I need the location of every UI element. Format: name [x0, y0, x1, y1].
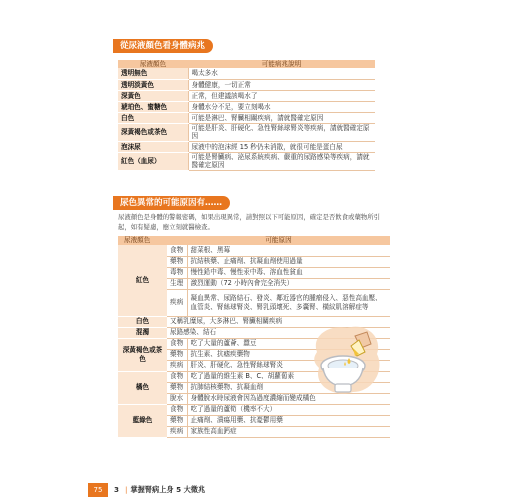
table-header-causes: 可能原因 [167, 236, 390, 245]
page-footer [88, 483, 205, 497]
color-description: 身體健康，一切正常 [188, 79, 375, 90]
cause-category: 疾病 [167, 289, 187, 316]
table-row [118, 79, 375, 90]
page-number: 75 [88, 483, 108, 497]
cause-category: 藥物 [167, 256, 187, 267]
urine-color-table [118, 60, 375, 171]
cause-description: 肝炎、肝硬化、急性腎絲球腎炎 [187, 360, 390, 371]
section-title-abnormal-causes: 尿色異常的可能原因有…… [113, 196, 230, 210]
table-row [118, 141, 375, 152]
intro-paragraph: 尿液顏色是身體的警報密碼，如果出現異常，請對照以下可能原因，確定是否飲食或藥物所引起，如有疑慮，應立刻就醫檢查。 [118, 213, 381, 231]
table-row [118, 404, 390, 415]
cause-description: 抗生素、抗瘧疾藥物 [187, 349, 390, 360]
table-row [118, 123, 375, 141]
chapter-number: 3 [114, 485, 120, 494]
table-row [118, 152, 375, 170]
table-header-color: 尿液顏色 [118, 236, 167, 245]
table-row [118, 90, 375, 101]
cause-description: 又稱乳糜尿，大多淋巴、腎臟相關疾病 [167, 316, 390, 327]
section-title-urine-color: 從尿液顏色看身體病兆 [113, 39, 213, 53]
cause-category: 生理 [167, 278, 187, 289]
color-label: 泡沫尿 [118, 141, 188, 152]
color-label: 深黃色 [118, 90, 188, 101]
cause-description: 吃了過量的蘆筍（機率不大） [187, 404, 390, 415]
cause-description: 抗肺結核藥物、抗凝血劑 [187, 382, 390, 393]
cause-description: 尿路感染、結石 [167, 327, 390, 338]
cause-category: 疾病 [167, 360, 187, 371]
table-row [118, 68, 375, 79]
cause-description: 身體脫水時尿液會因為過度濃縮而變成橘色 [187, 393, 390, 404]
color-label: 琥珀色、蜜糖色 [118, 101, 188, 112]
cause-category: 脫水 [167, 393, 187, 404]
cause-description: 凝血異常、尿路結石、發炎、鄰近器官的腫瘤侵入、惡性高血壓、血管炎、腎絲球腎炎、腎乳頭壞死、多囊腎、橫紋肌溶解症等 [187, 289, 390, 316]
cause-category: 藥物 [167, 415, 187, 426]
color-label: 透明無色 [118, 68, 188, 79]
cause-color-label-orange: 橘色 [118, 371, 167, 404]
cause-category: 食物 [167, 245, 187, 256]
color-label: 白色 [118, 112, 188, 123]
cause-category: 食物 [167, 371, 187, 382]
color-description: 正常，但建議該喝水了 [188, 90, 375, 101]
color-label: 深黃褐色或茶色 [118, 123, 188, 141]
toilet-urine-sample-icon [309, 322, 385, 398]
cause-color-label-brown: 深黃褐色或茶色 [118, 338, 167, 371]
cause-description: 家族性高血鈣症 [187, 426, 390, 437]
cause-description: 抗結核藥、止痛劑、抗凝血劑使用過量 [187, 256, 390, 267]
chapter-divider: | [125, 485, 128, 494]
table-header-color: 尿液顏色 [118, 60, 188, 68]
color-description: 身體水分不足，要立刻喝水 [188, 101, 375, 112]
color-label: 透明淡黃色 [118, 79, 188, 90]
table-row [118, 112, 375, 123]
color-description: 可能是淋巴、腎臟相關疾病，請就醫確定原因 [188, 112, 375, 123]
cause-category: 疾病 [167, 426, 187, 437]
cause-description: 吃了大量的蘆薈、蠶豆 [187, 338, 390, 349]
table-row [118, 101, 375, 112]
color-label: 紅色（血尿） [118, 152, 188, 170]
cause-category: 藥物 [167, 382, 187, 393]
cause-color-label-white: 白色 [118, 316, 167, 327]
color-description: 可能是腎臟病、泌尿系統疾病、嚴重的尿路感染等疾病，請就醫確定原因 [188, 152, 375, 170]
table-row [118, 245, 390, 256]
chapter-heading [114, 485, 205, 495]
color-description: 喝太多水 [188, 68, 375, 79]
chapter-title: 掌握腎病上身 5 大徵兆 [130, 485, 206, 494]
cause-color-label-red: 紅色 [118, 245, 167, 316]
cause-color-label-bluegreen: 藍綠色 [118, 404, 167, 437]
cause-description: 吃了過量的維生素 B、C、胡蘿蔔素 [187, 371, 390, 382]
cause-description: 止痛劑、潰瘍用藥、抗憂鬱用藥 [187, 415, 390, 426]
table-header-description: 可能病兆說明 [188, 60, 375, 68]
cause-color-label-cloudy: 混濁 [118, 327, 167, 338]
cause-description: 激烈運動（72 小時內會完全消失） [187, 278, 390, 289]
cause-category: 藥物 [167, 349, 187, 360]
color-description: 可能是肝炎、肝硬化、急性腎絲球腎炎等疾病，請就醫確定原因 [188, 123, 375, 141]
cause-category: 食物 [167, 338, 187, 349]
cause-description: 甜菜根、黑莓 [187, 245, 390, 256]
cause-category: 毒物 [167, 267, 187, 278]
cause-category: 食物 [167, 404, 187, 415]
color-description: 尿液中的泡沫經 15 秒仍未消散，就很可能是蛋白尿 [188, 141, 375, 152]
cause-description: 慢性鉛中毒、慢性汞中毒、溶血性貧血 [187, 267, 390, 278]
